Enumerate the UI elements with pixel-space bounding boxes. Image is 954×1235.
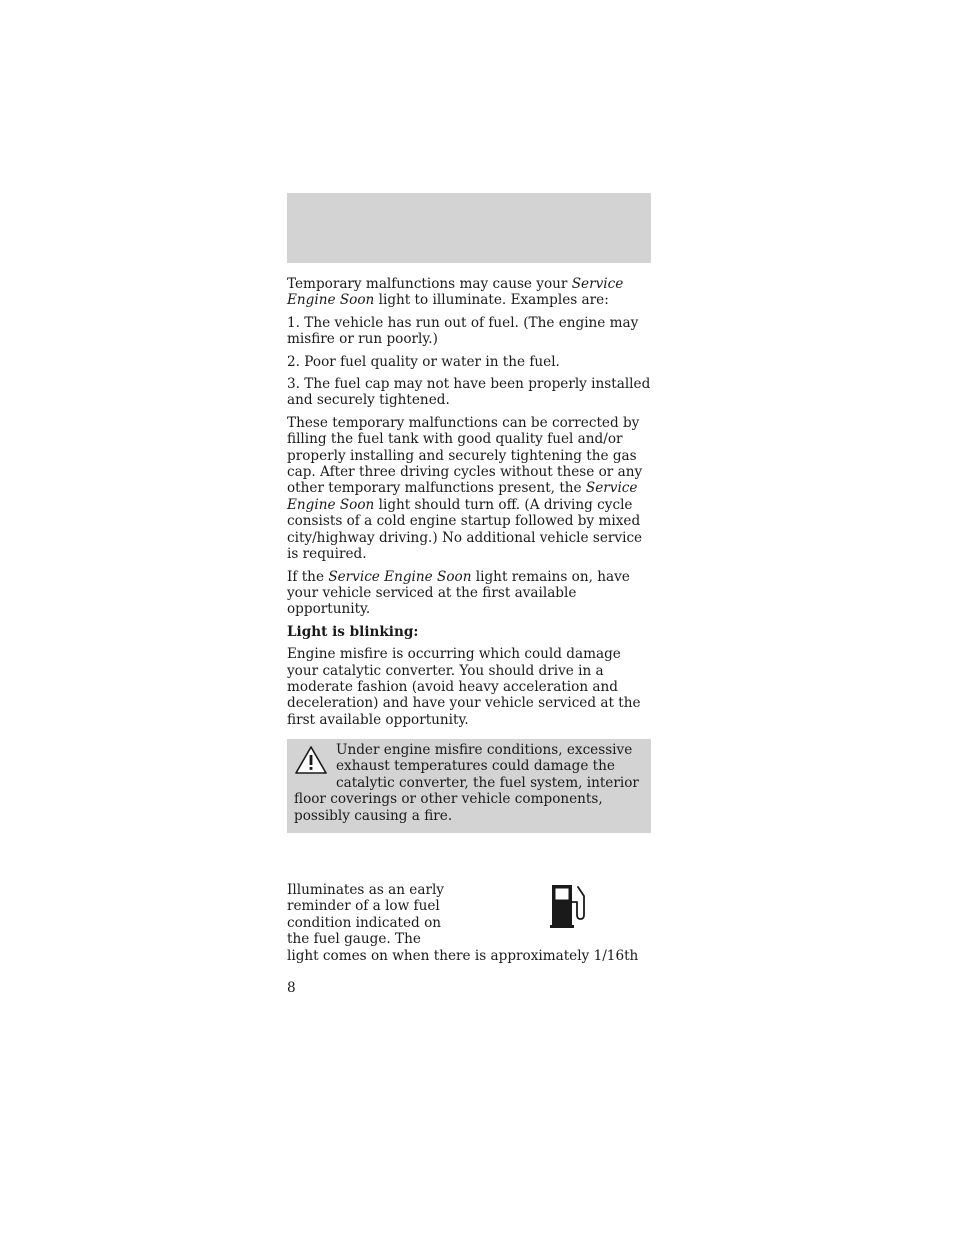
main-text-column xyxy=(287,276,653,734)
example-item-3: 3. The fuel cap may not have been properly installed and securely tightened. xyxy=(287,376,651,409)
light-blinking-paragraph: Engine misfire is occurring which could damage your catalytic converter. You should drive in a moderate fashion (avoid heavy acceleration and deceleration) and have your vehicle serviced at the first available opportunity. xyxy=(287,646,641,728)
warning-text: Under engine misfire conditions, excessive exhaust temperatures could damage the catalytic converter, the fuel system, interior floor coverings or other vehicle components, possibly causing a fire. xyxy=(294,742,639,824)
page-number: 8 xyxy=(287,980,296,996)
temporary-malfunctions-paragraph: These temporary malfunctions can be corrected by filling the fuel tank with good quality fuel and/or properly installing and securely tightening the gas cap. After three driving cycles without these or any other temporary malfunctions present, the Service Engine Soon light should turn off. (A driving cycle consists of a cold engine startup followed by mixed city/highway driving.) No additional vehicle service is required. xyxy=(287,414,643,563)
example-item-2: 2. Poor fuel quality or water in the fuel. xyxy=(287,353,560,370)
warning-box xyxy=(287,739,651,833)
low-fuel-line: light comes on when there is approximately 1/16th xyxy=(287,947,639,964)
section-header-band xyxy=(287,193,651,263)
low-fuel-line: reminder of a low fuel xyxy=(287,898,440,915)
fuel-pump-icon xyxy=(549,882,591,930)
example-item-1: 1. The vehicle has run out of fuel. (The engine may misfire or run poorly.) xyxy=(287,314,639,348)
light-blinking-heading: Light is blinking: xyxy=(287,623,419,640)
low-fuel-paragraph xyxy=(287,882,653,964)
light-remains-on-paragraph: If the Service Engine Soon light remains on, have your vehicle serviced at the first available opportunity. xyxy=(287,568,630,618)
low-fuel-line: condition indicated on xyxy=(287,914,442,931)
low-fuel-line: the fuel gauge. The xyxy=(287,931,421,948)
low-fuel-line: Illuminates as an early xyxy=(287,882,444,898)
warning-triangle-icon xyxy=(294,745,328,775)
intro-paragraph: Temporary malfunctions may cause your Service Engine Soon light to illuminate. Examples are: xyxy=(287,276,624,309)
